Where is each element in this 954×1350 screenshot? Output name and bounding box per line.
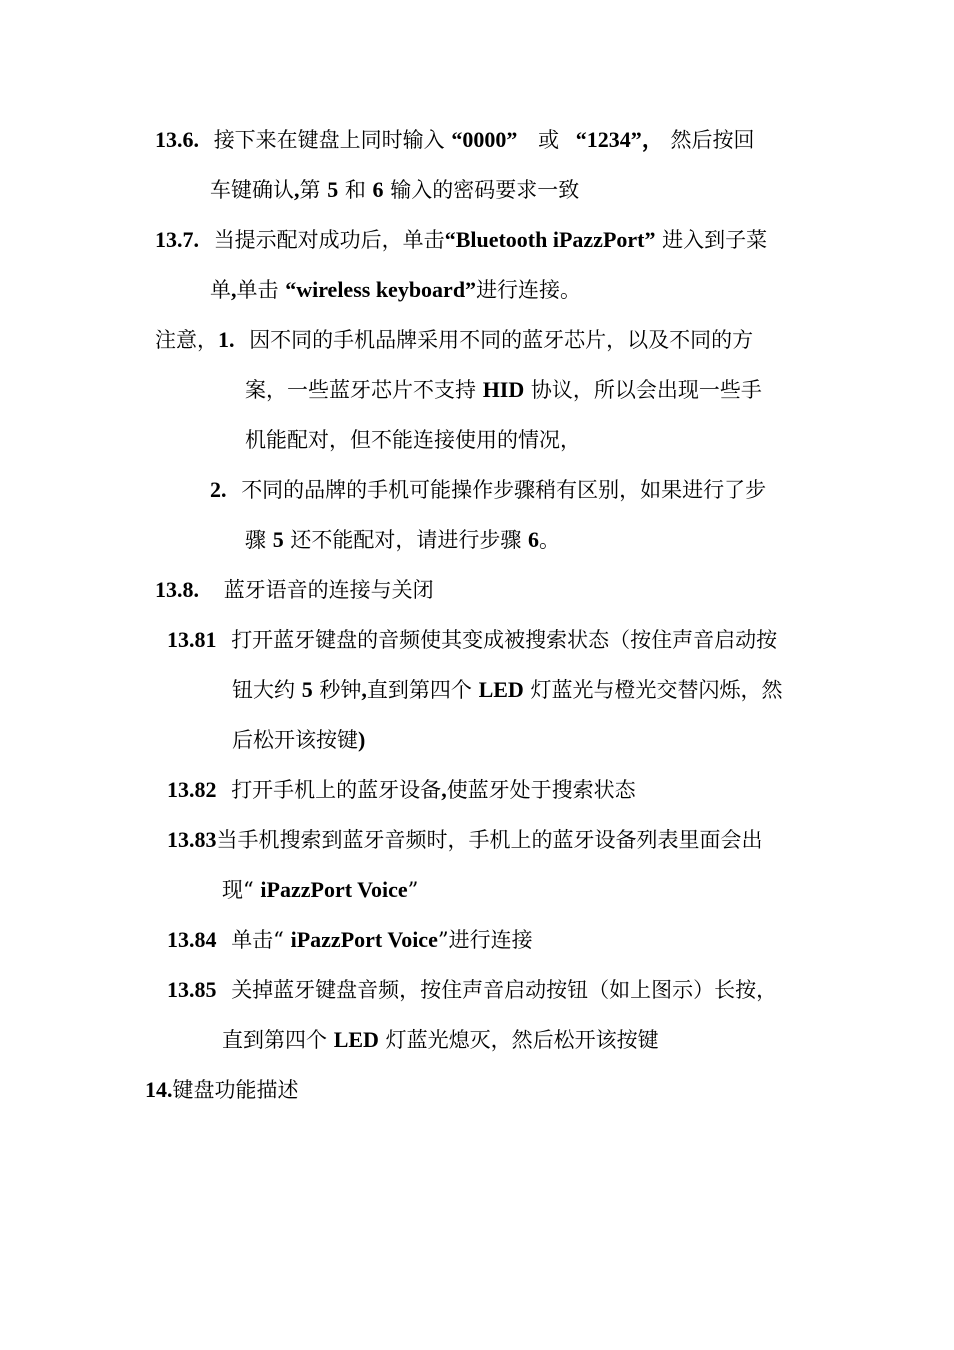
- sub-number: 13.81: [167, 627, 217, 652]
- note-line-5: [245, 525, 560, 555]
- sub-13-83-line-2: [222, 875, 418, 905]
- item-text: 或: [538, 128, 566, 152]
- sub-text: 关掉蓝牙键盘音频，按住声音启动按钮（如上图示）长按，: [231, 978, 778, 1002]
- note-number: 1.: [218, 327, 235, 352]
- item-text: 输入的密码要求一致: [383, 178, 580, 202]
- sub-number: 13.85: [167, 977, 217, 1002]
- sub-13-81-line-1: [167, 625, 777, 655]
- led-label: LED: [478, 677, 524, 702]
- sub-13-82-line-1: [167, 775, 636, 805]
- sub-13-83-line-1: [167, 825, 763, 855]
- device-name: “wireless keyboard”: [285, 277, 477, 302]
- code-0000: “0000”: [451, 127, 518, 152]
- punct: ,: [231, 277, 237, 302]
- sub-text: 现“: [222, 878, 261, 902]
- section-14-heading: [145, 1075, 299, 1105]
- sub-text: 直到第四个: [366, 678, 479, 702]
- sub-text: 直到第四个: [222, 1028, 334, 1052]
- step-number: 6: [528, 527, 540, 552]
- sub-13-81-line-2: [232, 675, 783, 705]
- sub-number: 13.84: [167, 927, 217, 952]
- item-text: 第: [299, 178, 328, 202]
- punct: ,: [361, 677, 367, 702]
- item-text: 当提示配对成功后，单击: [213, 228, 445, 252]
- item-13-6-line-2: [210, 175, 579, 205]
- note-text: 协议，所以会出现一些手: [524, 378, 762, 402]
- protocol-name: HID: [482, 377, 525, 402]
- sub-text: ”进行连接: [437, 928, 533, 952]
- note-label: 注意，: [155, 328, 218, 352]
- note-text: 不同的品牌的手机可能操作步骤稍有区别，如果进行了步: [241, 478, 767, 502]
- step-number: 6: [372, 177, 384, 202]
- sub-text: 后松开该按键: [232, 728, 358, 752]
- item-13-7-line-2: [210, 275, 581, 305]
- note-line-4: [210, 475, 766, 505]
- item-text: 单: [210, 278, 231, 302]
- item-number: 13.7.: [155, 227, 199, 252]
- item-text: 单击: [236, 278, 286, 302]
- item-text: 进入到子菜: [655, 228, 768, 252]
- sub-number: 13.82: [167, 777, 217, 802]
- sub-text: 单击“: [231, 928, 291, 952]
- note-text: 。: [539, 528, 561, 552]
- sub-13-81-line-3: [232, 725, 365, 755]
- sub-text: 灯蓝光熄灭，然后松开该按键: [378, 1028, 659, 1052]
- punct: ,: [294, 177, 300, 202]
- section-number: 14.: [145, 1077, 173, 1102]
- device-name: “Bluetooth iPazzPort”: [444, 227, 656, 252]
- note-text: 机能配对，但不能连接使用的情况，: [245, 428, 581, 452]
- sub-text: 打开手机上的蓝牙设备: [231, 778, 442, 802]
- punct: ): [358, 727, 366, 752]
- step-number: 5: [327, 177, 339, 202]
- note-line-1: [155, 325, 753, 355]
- note-text: 因不同的手机品牌采用不同的蓝牙芯片，以及不同的方: [249, 328, 754, 352]
- section-title: 蓝牙语音的连接与关闭: [223, 578, 434, 602]
- note-text: 还不能配对，请进行步骤: [283, 528, 529, 552]
- item-text: 车键确认: [210, 178, 294, 202]
- led-label: LED: [333, 1027, 379, 1052]
- item-13-7-line-1: [155, 225, 767, 255]
- code-1234: “1234”，: [575, 127, 664, 152]
- section-13-8-heading: [155, 575, 434, 605]
- item-text: 和: [338, 178, 373, 202]
- section-title: 键盘功能描述: [172, 1078, 299, 1102]
- sub-text: 秒钟: [312, 678, 362, 702]
- section-number: 13.8.: [155, 577, 199, 602]
- sub-13-84-line-1: [167, 925, 533, 955]
- note-line-2: [245, 375, 762, 405]
- sub-text: 当手机搜索到蓝牙音频时，手机上的蓝牙设备列表里面会出: [216, 828, 763, 852]
- duration-number: 5: [301, 677, 313, 702]
- sub-text: 打开蓝牙键盘的音频使其变成被搜索状态（按住声音启动按: [231, 628, 778, 652]
- sub-13-85-line-1: [167, 975, 777, 1005]
- note-line-3: [245, 425, 581, 455]
- device-name: iPazzPort Voice: [290, 927, 438, 952]
- sub-text: ”: [407, 878, 419, 902]
- step-number: 5: [272, 527, 284, 552]
- note-text: 案，一些蓝牙芯片不支持: [245, 378, 483, 402]
- item-text: 进行连接。: [476, 278, 582, 302]
- item-text: 然后按回: [670, 128, 755, 152]
- sub-13-85-line-2: [222, 1025, 659, 1055]
- note-text: 骤: [245, 528, 273, 552]
- sub-text: 使蓝牙处于搜索状态: [446, 778, 636, 802]
- item-number: 13.6.: [155, 127, 199, 152]
- sub-text: 钮大约: [232, 678, 302, 702]
- item-13-6-line-1: [155, 125, 754, 155]
- sub-number: 13.83: [167, 827, 217, 852]
- sub-text: 灯蓝光与橙光交替闪烁，然: [523, 678, 783, 702]
- item-text: 接下来在键盘上同时输入: [213, 128, 452, 152]
- punct: ,: [441, 777, 447, 802]
- note-number: 2.: [210, 477, 227, 502]
- device-name: iPazzPort Voice: [260, 877, 408, 902]
